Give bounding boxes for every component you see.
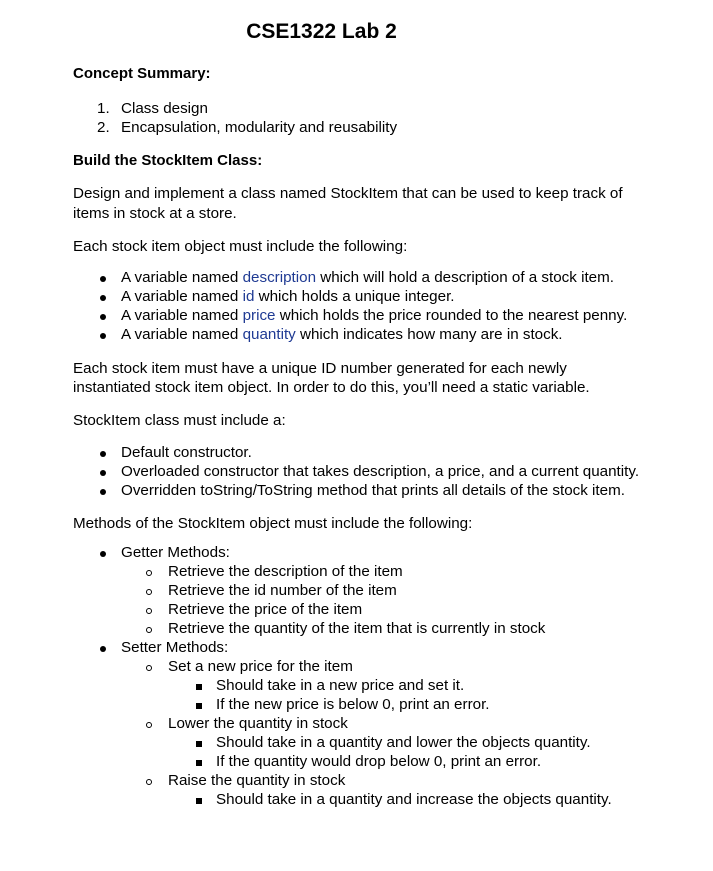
list-number: 1. [97,100,110,117]
getter-item: Retrieve the quantity of the item that is currently in stock [168,620,546,637]
circle-bullet-icon [146,570,152,576]
variable-item: A variable named quantity which indicates how many are in stock. [121,326,563,343]
circle-bullet-icon [146,608,152,614]
intro-line: Design and implement a class named StockItem that can be used to keep track of [73,185,623,202]
circle-bullet-icon [146,665,152,671]
setter-sub-item: If the new price is below 0, print an error. [216,696,490,713]
getter-methods-label: Getter Methods: [121,544,230,561]
list-number: 2. [97,119,110,136]
bullet-icon [100,295,106,301]
concept-item: Encapsulation, modularity and reusability [121,119,398,136]
methods-intro: Methods of the StockItem object must include the following: [73,515,473,532]
circle-bullet-icon [146,779,152,785]
getter-item: Retrieve the description of the item [168,563,403,580]
setter-sub-item: If the quantity would drop below 0, print an error. [216,753,542,770]
intro-line: items in stock at a store. [73,205,237,222]
bullet-icon [100,333,106,339]
getter-item: Retrieve the id number of the item [168,582,397,599]
setter-methods-label: Setter Methods: [121,639,229,656]
square-bullet-icon [196,703,202,709]
bullet-icon [100,470,106,476]
bullet-icon [100,276,106,282]
setter-sub-item: Should take in a new price and set it. [216,677,465,694]
square-bullet-icon [196,684,202,690]
setter-item: Lower the quantity in stock [168,715,348,732]
bullet-icon [100,646,106,652]
variable-item: A variable named price which holds the price rounded to the nearest penny. [121,307,628,324]
variable-name: description [242,269,317,286]
unique-id-line: Each stock item must have a unique ID number generated for each newly [73,360,567,377]
page-title: CSE1322 Lab 2 [246,20,397,43]
variable-item: A variable named id which holds a unique integer. [121,288,455,305]
concept-item: Class design [121,100,208,117]
variable-item: A variable named description which will hold a description of a stock item. [121,269,615,286]
getter-item: Retrieve the price of the item [168,601,363,618]
unique-id-line: instantiated stock item object. In order to do this, you’ll need a static variable. [73,379,590,396]
circle-bullet-icon [146,627,152,633]
class-item: Default constructor. [121,444,252,461]
variable-name: id [242,288,255,305]
build-class-heading: Build the StockItem Class: [73,152,263,169]
class-item: Overridden toString/ToString method that prints all details of the stock item. [121,482,625,499]
bullet-icon [100,551,106,557]
square-bullet-icon [196,798,202,804]
circle-bullet-icon [146,722,152,728]
square-bullet-icon [196,760,202,766]
variable-name: price [242,307,276,324]
class-item: Overloaded constructor that takes description, a price, and a current quantity. [121,463,640,480]
setter-sub-item: Should take in a quantity and lower the objects quantity. [216,734,591,751]
concept-summary-heading: Concept Summary: [73,65,211,82]
square-bullet-icon [196,741,202,747]
bullet-icon [100,451,106,457]
setter-item: Raise the quantity in stock [168,772,346,789]
circle-bullet-icon [146,589,152,595]
bullet-icon [100,314,106,320]
class-must-include: StockItem class must include a: [73,412,286,429]
setter-item: Set a new price for the item [168,658,353,675]
include-intro: Each stock item object must include the following: [73,238,408,255]
variable-name: quantity [242,326,296,343]
setter-sub-item: Should take in a quantity and increase the objects quantity. [216,791,612,808]
bullet-icon [100,489,106,495]
